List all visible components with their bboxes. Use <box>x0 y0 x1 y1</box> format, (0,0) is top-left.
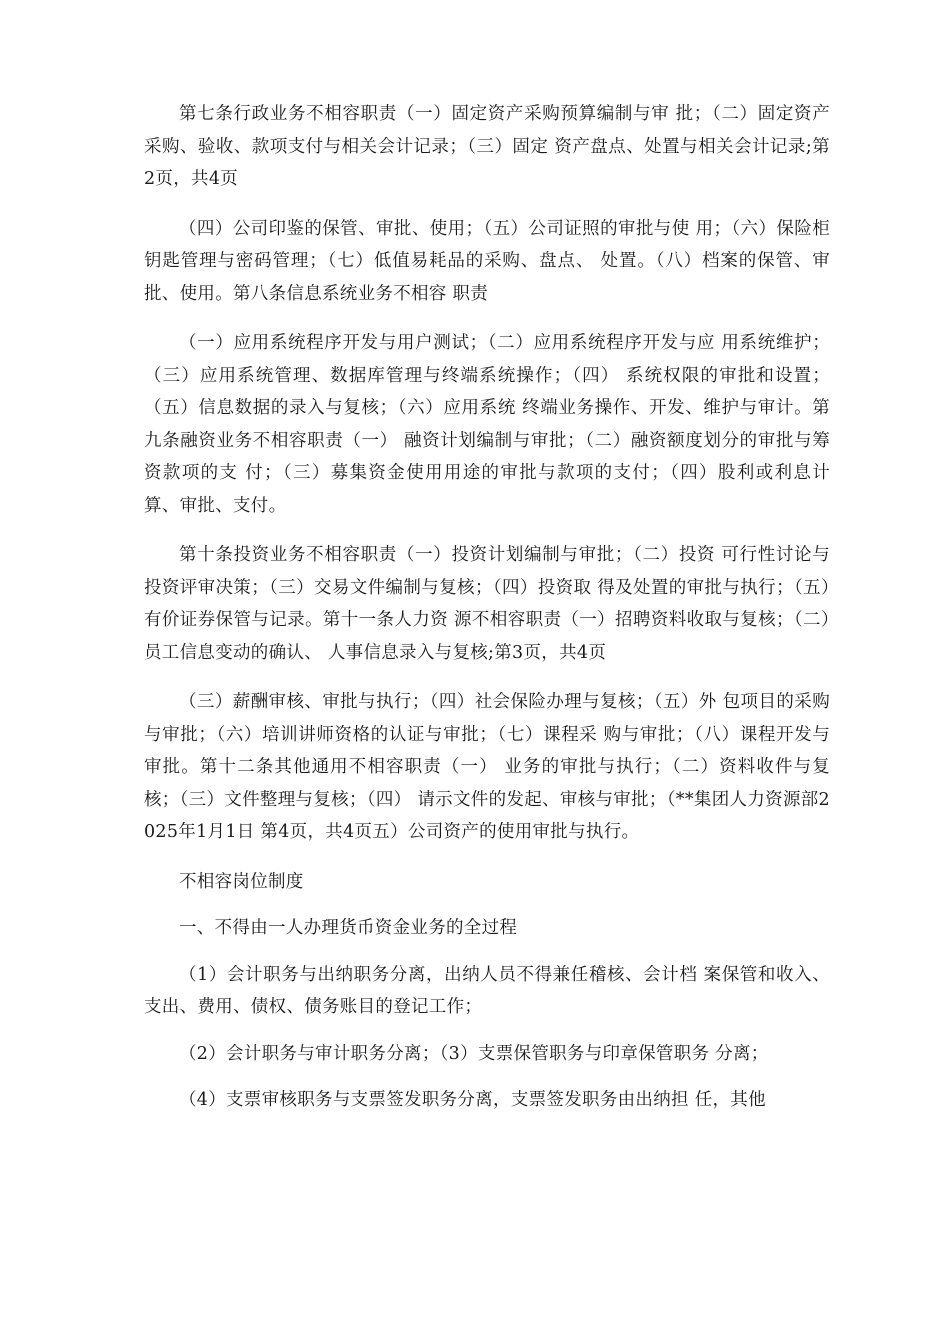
list-item-2-3: （2）会计职务与审计职务分离；（3）支票保管职务与印章保管职务 分离； <box>179 1043 769 1064</box>
list-item-1: （1）会计职务与出纳职务分离，出纳人员不得兼任稽核、会计档 案保管和收入、支出、费用、债权、债务账目的登记工作； <box>144 964 830 1017</box>
section-heading-1: 一、不得由一人办理货币资金业务的全过程 <box>179 918 518 938</box>
section-title: 不相容岗位制度 <box>179 871 304 892</box>
paragraph-article-7: 第七条行政业务不相容职责（一）固定资产采购预算编制与审 批；（二）固定资产采购、验收、款项支付与相关会计记录；（三）固定 资产盘点、处置与相关会计记录;第2页，共4页 <box>144 104 830 189</box>
paragraph-article-8-9: （一）应用系统程序开发与用户测试；（二）应用系统程序开发与应 用系统维护；（三）应用系统管理、数据库管理与终端系统操作；（四） 系统权限的审批和设置；（五）信息数据的录入与复核；（六）应用系统 终端业务操作、开发、维护与审计。第九条融资业务不相容职责（一） 融资计划编制与审批；（二）融资额度划分的审批与筹资款项的支 付；（三）募集资金使用用途的审批与款项的支付；（四）股利或利息计 算、审批、支付。 <box>144 333 830 516</box>
list-item-4: （4）支票审核职务与支票签发职务分离，支票签发职务由出纳担 任，其他 <box>179 1090 766 1110</box>
paragraph-article-7-cont: （四）公司印鉴的保管、审批、使用；（五）公司证照的审批与使 用；（六）保险柜钥匙管理与密码管理；（七）低值易耗品的采购、盘点、 处置。（八）档案的保管、审批、使用。第八条信息系统业务不相容 职责 <box>144 218 830 304</box>
paragraph-article-11-12: （三）薪酬审核、审批与执行；（四）社会保险办理与复核；（五）外 包项目的采购与审批；（六）培训讲师资格的认证与审批；（七）课程采 购与审批；（八）课程开发与审批。第十二条其他通用不相容职责（一） 业务的审批与执行；（二）资料收件与复核；（三）文件整理与复核；（四） 请示文件的发起、审核与审批；（**集团人力资源部2025年1月1日 第4页，共4页五）公司资产的使用审批与执行。 <box>144 692 830 842</box>
document-page <box>144 98 830 1117</box>
paragraph-article-10-11: 第十条投资业务不相容职责（一）投资计划编制与审批；（二）投资 可行性讨论与投资评审决策；（三）交易文件编制与复核；（四）投资取 得及处置的审批与执行；（五）有价证券保管与记录。第十一条人力资 源不相容职责（一）招聘资料收取与复核；（二）员工信息变动的确认、 人事信息录入与复核;第3页，共4页 <box>144 545 830 663</box>
